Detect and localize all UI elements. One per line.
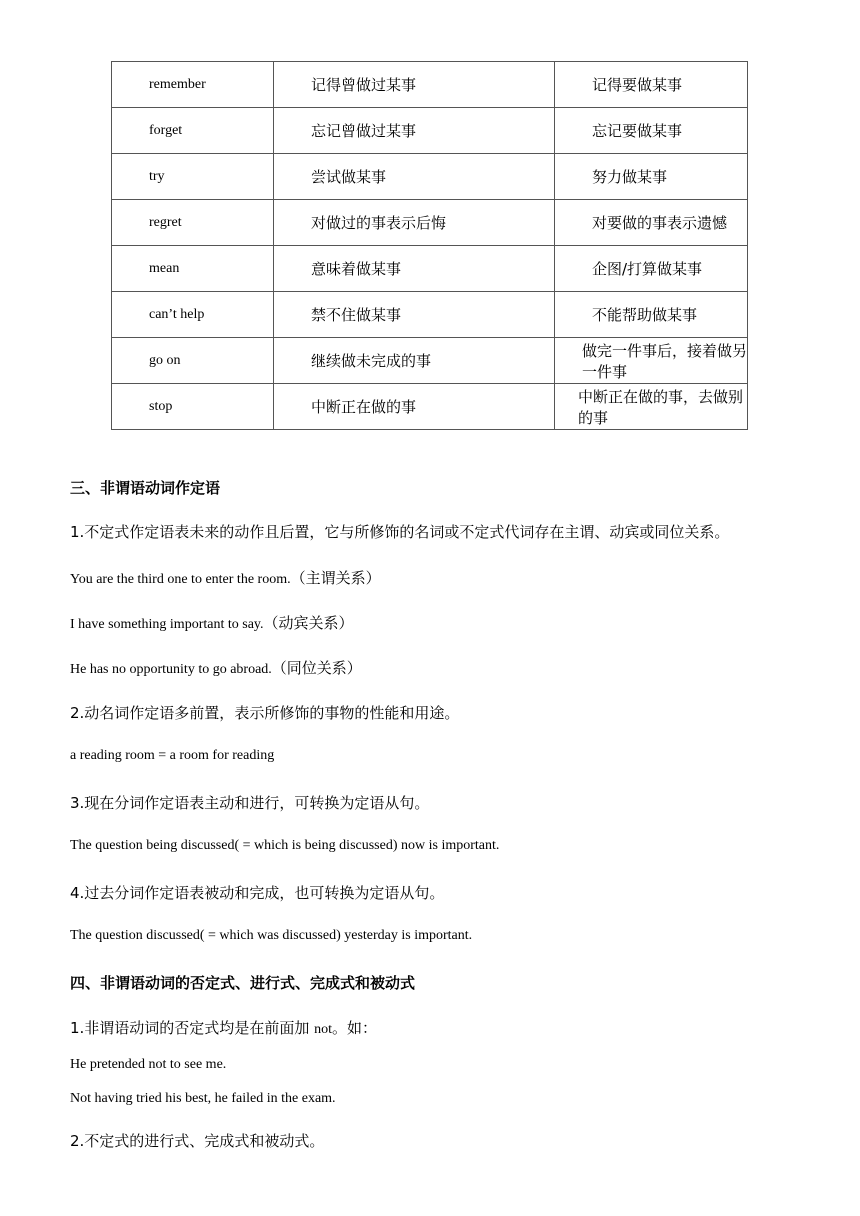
meaning-todo-cell: 对要做的事表示遗憾 <box>555 200 748 246</box>
example-sentence-8: Not having tried his best, he failed in the exam. <box>70 1091 336 1106</box>
section3-paragraph-3: 3.现在分词作定语表主动和进行，可转换为定语从句。 <box>70 794 430 812</box>
meaning-done-cell: 意味着做某事 <box>274 246 555 292</box>
meaning-done-cell: 记得曾做过某事 <box>274 62 555 108</box>
verb-cell: mean <box>112 246 274 292</box>
example-sentence-1 <box>70 567 381 588</box>
example-en: I have something important to say. <box>70 617 264 632</box>
meaning-done-cell: 忘记曾做过某事 <box>274 108 555 154</box>
table-row <box>112 62 748 108</box>
verb-cell: can’t help <box>112 292 274 338</box>
meaning-todo-cell: 中断正在做的事，去做别的事 <box>555 384 748 430</box>
example-note: （动宾关系） <box>263 614 354 632</box>
table-row <box>112 200 748 246</box>
verb-meaning-table <box>111 61 748 430</box>
section4-heading: 四、非谓语动词的否定式、进行式、完成式和被动式 <box>70 974 416 992</box>
example-note: （同位关系） <box>271 659 362 677</box>
example-sentence-6: The question discussed( = which was discussed) yesterday is important. <box>70 928 473 943</box>
meaning-done-cell: 尝试做某事 <box>274 154 555 200</box>
table-row <box>112 384 748 430</box>
not-keyword: not <box>314 1022 332 1037</box>
table-row <box>112 246 748 292</box>
section3-paragraph-2: 2.动名词作定语多前置，表示所修饰的事物的性能和用途。 <box>70 704 460 722</box>
meaning-done-cell: 对做过的事表示后悔 <box>274 200 555 246</box>
meaning-todo-cell: 不能帮助做某事 <box>555 292 748 338</box>
example-en: You are the third one to enter the room. <box>70 572 291 587</box>
meaning-todo-cell: 做完一件事后，接着做另一件事 <box>555 338 748 384</box>
verb-cell: forget <box>112 108 274 154</box>
table-row <box>112 154 748 200</box>
example-sentence-4: a reading room = a room for reading <box>70 748 275 763</box>
table-row <box>112 108 748 154</box>
section3-paragraph-1: 1.不定式作定语表未来的动作且后置，它与所修饰的名词或不定式代词存在主谓、动宾或同位关系。 <box>70 523 730 541</box>
verb-cell: regret <box>112 200 274 246</box>
verb-cell: stop <box>112 384 274 430</box>
verb-cell: try <box>112 154 274 200</box>
section3-heading: 三、非谓语动词作定语 <box>70 479 221 497</box>
meaning-todo-cell: 努力做某事 <box>555 154 748 200</box>
example-note: （主谓关系） <box>290 569 381 587</box>
example-sentence-7: He pretended not to see me. <box>70 1057 227 1072</box>
meaning-done-cell: 继续做未完成的事 <box>274 338 555 384</box>
example-sentence-5: The question being discussed( = which is being discussed) now is important. <box>70 838 500 853</box>
meaning-done-cell: 禁不住做某事 <box>274 292 555 338</box>
verb-cell: go on <box>112 338 274 384</box>
example-sentence-3 <box>70 657 362 678</box>
meaning-todo-cell: 企图/打算做某事 <box>555 246 748 292</box>
example-sentence-2 <box>70 612 354 633</box>
section4-paragraph-1: 1.非谓语动词的否定式均是在前面加 not。如： <box>70 1019 377 1037</box>
verb-cell: remember <box>112 62 274 108</box>
meaning-todo-cell: 忘记要做某事 <box>555 108 748 154</box>
example-en: He has no opportunity to go abroad. <box>70 662 272 677</box>
table-row <box>112 292 748 338</box>
section4-paragraph-2: 2.不定式的进行式、完成式和被动式。 <box>70 1132 325 1150</box>
table-row <box>112 338 748 384</box>
meaning-done-cell: 中断正在做的事 <box>274 384 555 430</box>
section3-paragraph-4: 4.过去分词作定语表被动和完成，也可转换为定语从句。 <box>70 884 445 902</box>
meaning-todo-cell: 记得要做某事 <box>555 62 748 108</box>
